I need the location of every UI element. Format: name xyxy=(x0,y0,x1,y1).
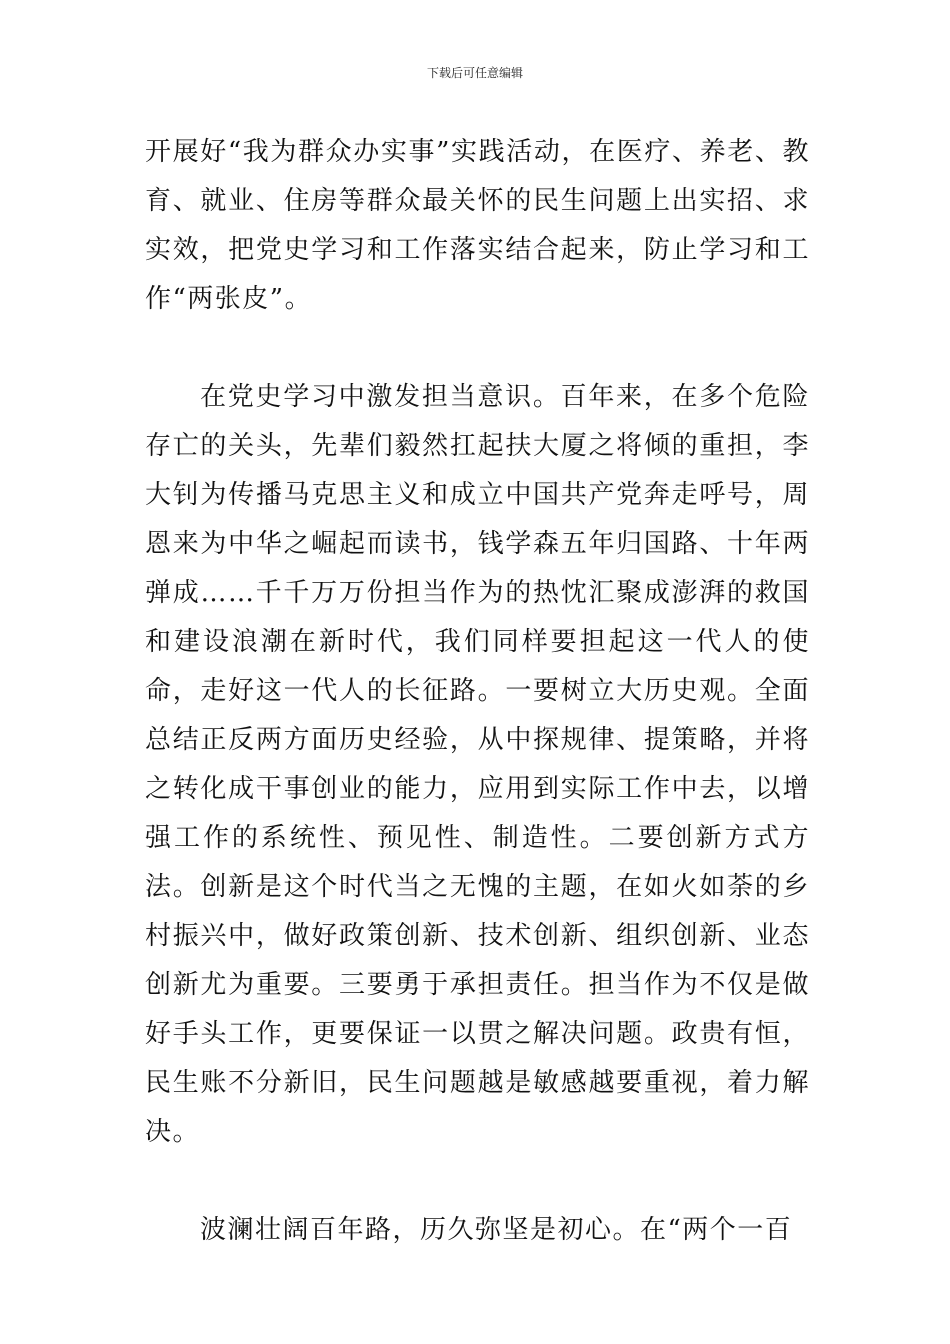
paragraph-closing: 波澜壮阔百年路，历久弥坚是初心。在“两个一百 xyxy=(200,1215,793,1245)
paragraph-spacer xyxy=(145,1157,810,1206)
document-body xyxy=(145,128,810,1255)
paragraph-responsibility: 在党史学习中激发担当意识。百年来，在多个危险存亡的关头，先辈们毅然扛起扶大厦之将倾的重担，李大钊为传播马克思主义和成立中国共产党奔走呼号，周恩来为中华之崛起而读书，钱学森五年归国路、十年两弹成……千千万万份担当作为的热忱汇聚成澎湃的救国和建设浪潮在新时代，我们同样要担起这一代人的使命，走好这一代人的长征路。一要树立大历史观。全面总结正反两方面历史经验，从中探规律、提策略，并将之转化成干事创业的能力，应用到实际工作中去，以增强工作的系统性、预见性、制造性。二要创新方式方法。创新是这个时代当之无愧的主题，在如火如荼的乡村振兴中，做好政策创新、技术创新、组织创新、业态创新尤为重要。三要勇于承担责任。担当作为不仅是做好手头工作，更要保证一以贯之解决问题。政贵有恒，民生账不分新旧，民生问题越是敏感越要重视，着力解决。 xyxy=(145,382,810,1147)
page-header-note: 下载后可任意编辑 xyxy=(426,66,523,80)
paragraph-spacer xyxy=(145,324,810,373)
paragraph-continuation: 开展好“我为群众办实事”实践活动，在医疗、养老、教育、就业、住房等群众最关怀的民生问题上出实招、求实效，把党史学习和工作落实结合起来，防止学习和工作“两张皮”。 xyxy=(145,137,810,314)
